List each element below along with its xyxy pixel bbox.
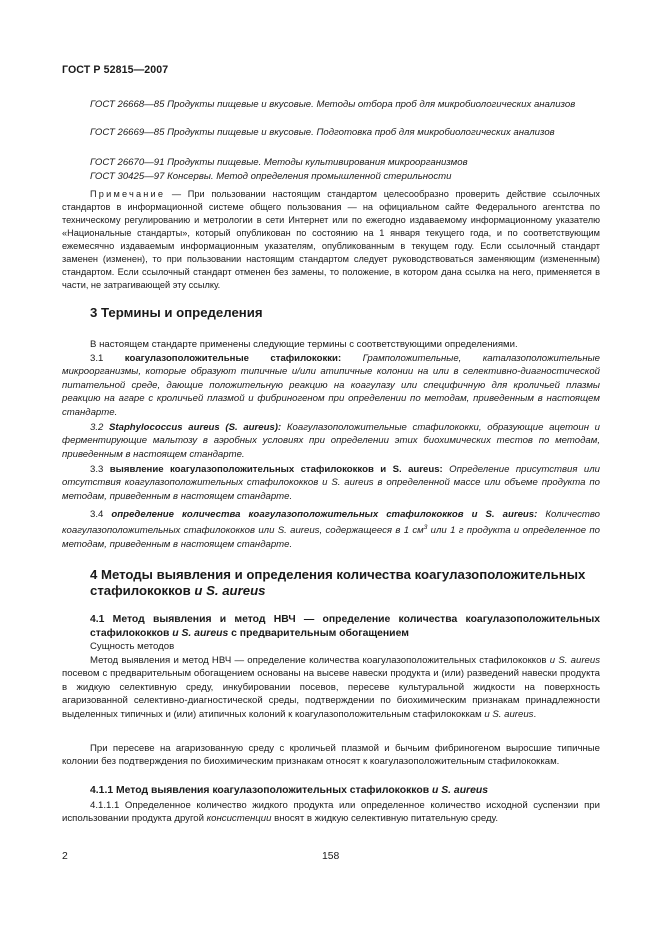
note-label: Примечание (90, 189, 166, 199)
reseed-paragraph: При пересеве на агаризованную среду с кроличьей плазмой и бычьим фибриногеном выросшие типичные колонии без подтверждения по биохимическим признакам относят к коагулазоположительным стафилококкам. (62, 743, 600, 768)
section-4-1-heading: 4.1 Метод выявления и метод НВЧ — определение количества коагулазоположительных стафилококков и S. aureus с предварительным обогащением (90, 614, 600, 639)
essence-paragraph: Метод выявления и метод НВЧ — определение количества коагулазоположительных стафилококков и S. aureus посевом с предварительным обогащением основаны на высеве навески продукта и (или) разведений навески продукта в жидкую селективную среду, инкубировании посевов, пересеве культуральной жидкости на поверхность агаризованной селективно-диагностической среды, подтверждении по биохимическим признакам принадлежности выделенных типичных и (или) атипичных колоний к коагулазоположительным стафилококкам и S. aureus. (62, 655, 600, 720)
paragraph-4-1-1-1: 4.1.1.1 Определенное количество жидкого продукта или определенное количество исходной суспензии при использовании продукта другой консистенции вносят в жидкую селективную питательную среду. (62, 800, 600, 825)
section-4-heading: 4 Методы выявления и определения количества коагулазоположительных стафилококков и S. aureus (90, 567, 586, 598)
section-3-heading: 3 Термины и определения (90, 305, 263, 320)
note-text: — При пользовании настоящим стандартом целесообразно проверить действие ссылочных стандартов в информационной системе общего пользования — на официальном сайте Федерального агентства по техническому регулированию и метрологии в сети Интернет или по ежегодно издаваемому информационному указателю «Национальные стандарты», который опубликован по состоянию на 1 января текущего года, и по соответствующим ежемесячно издаваемым информационным указателям, опубликованным в текущем году. Если ссылочный стандарт заменен (изменен), то при пользовании настоящим стандартом следует руководствоваться заменяющим (измененным) стандартом. Если ссылочный стандарт отменен без замены, то положение, в котором дана ссылка на него, применяется в части, не затрагивающей эту ссылку. (62, 189, 600, 290)
page-number-left: 2 (62, 851, 68, 862)
term-3-4: 3.4 определение количества коагулазоположительных стафилококков и S. aureus: Количество коагулазоположительных стафилококков или S. aureus, содержащееся в 1 $см^3$ или 1 г продукта и определенное по методам, приведенным в настоящем стандарте. (62, 509, 600, 550)
reference-item: ГОСТ 26670—91 Продукты пищевые. Методы культивирования микроорганизмов (90, 157, 468, 168)
page-number-center: 158 (322, 851, 340, 862)
term-3-1: 3.1 коагулазоположительные стафилококки: Грамположительные, каталазоположительные микроорганизмы, которые образуют типичные и/или атипичные колонии на или в селективно-диагностической питательной среде, дающие положительную реакцию на коагулазу или специфичную для кроличьей плазмы реакцию на агаре с кроличьей плазмой и фибриногеном при определении по методам, приведенным в настоящем стандарте. (62, 353, 600, 418)
section-3-intro: В настоящем стандарте применены следующие термины с соответствующими определениями. (90, 339, 518, 350)
essence-label: Сущность методов (90, 641, 175, 652)
standard-code: ГОСТ Р 52815—2007 (62, 64, 169, 76)
section-4-1-1-heading: 4.1.1 Метод выявления коагулазоположительных стафилококков и S. aureus (90, 785, 488, 796)
term-3-3: 3.3 выявление коагулазоположительных стафилококков и S. aureus: Определение присутствия или отсутствия коагулазоположительных стафилококков и S. aureus в определенной массе или объеме продукта по методам, приведенным в настоящем стандарте. (62, 464, 600, 502)
term-3-2: 3.2 Staphylococcus aureus (S. aureus): Коагулазоположительные стафилококки, образующие ацетоин и ферментирующие мальтозу в аэробных условиях при определении этих биохимических тестов по методам, приведенным в настоящем стандарте. (62, 422, 600, 460)
reference-item: ГОСТ 26668—85 Продукты пищевые и вкусовые. Методы отбора проб для микробиологических анализов (90, 99, 576, 110)
note-paragraph (62, 188, 600, 292)
reference-item: ГОСТ 26669—85 Продукты пищевые и вкусовые. Подготовка проб для микробиологических анализов (90, 127, 555, 138)
reference-item: ГОСТ 30425—97 Консервы. Метод определения промышленной стерильности (90, 171, 452, 182)
